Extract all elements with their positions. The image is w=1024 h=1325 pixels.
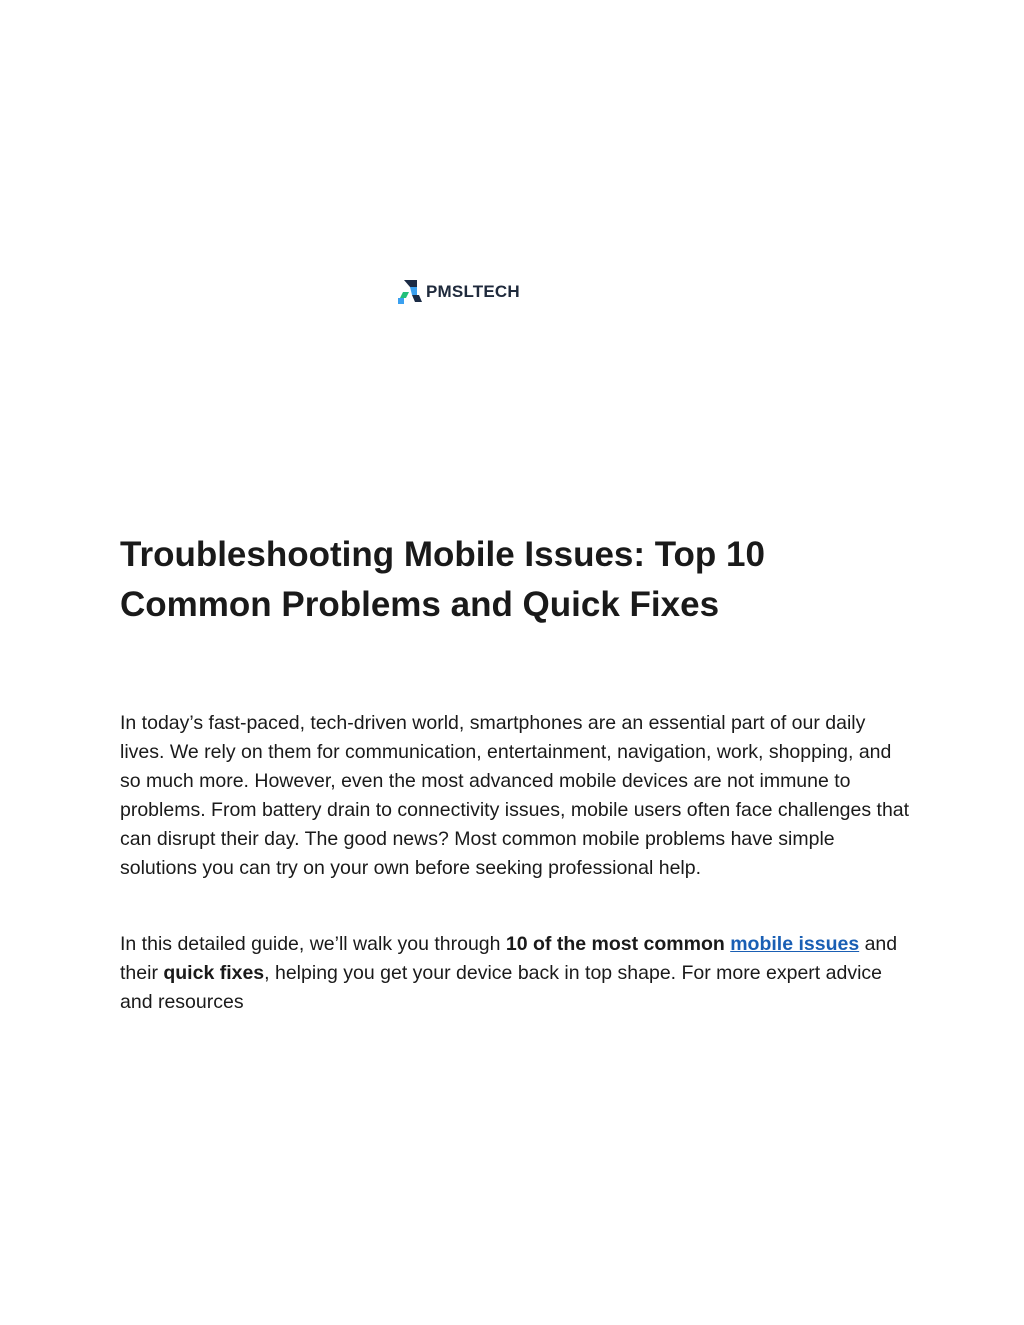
guide-bold-count: 10 of the most common — [505, 933, 725, 955]
intro-paragraph: In today’s fast-paced, tech-driven world, smartphones are an essential part of our daily lives. We rely on them for communication, entertainment, navigation, work, shopping, and so much more. However, even the most advanced mobile devices are not immune to problems. From battery drain to connectivity issues, mobile users often face challenges that can disrupt their day. The good news? Most common mobile problems have simple solutions you can try on your own before seeking professional help. — [120, 712, 910, 879]
brand-logo — [398, 279, 520, 305]
guide-bold-fixes: quick fixes — [163, 962, 265, 984]
mobile-issues-link[interactable]: mobile issues — [730, 933, 860, 955]
guide-text-middle: and their — [120, 933, 898, 984]
logo-text: PMSLTECH — [426, 282, 520, 301]
guide-text-start: In this detailed guide, we’ll walk you through — [120, 933, 506, 955]
pmsltech-logo-icon — [398, 279, 423, 305]
guide-text-end: , helping you get your device back in top shape. For more expert advice and resources — [120, 962, 883, 1013]
guide-paragraph — [120, 930, 910, 1017]
article-title: Troubleshooting Mobile Issues: Top 10 Common Problems and Quick Fixes — [120, 535, 765, 624]
